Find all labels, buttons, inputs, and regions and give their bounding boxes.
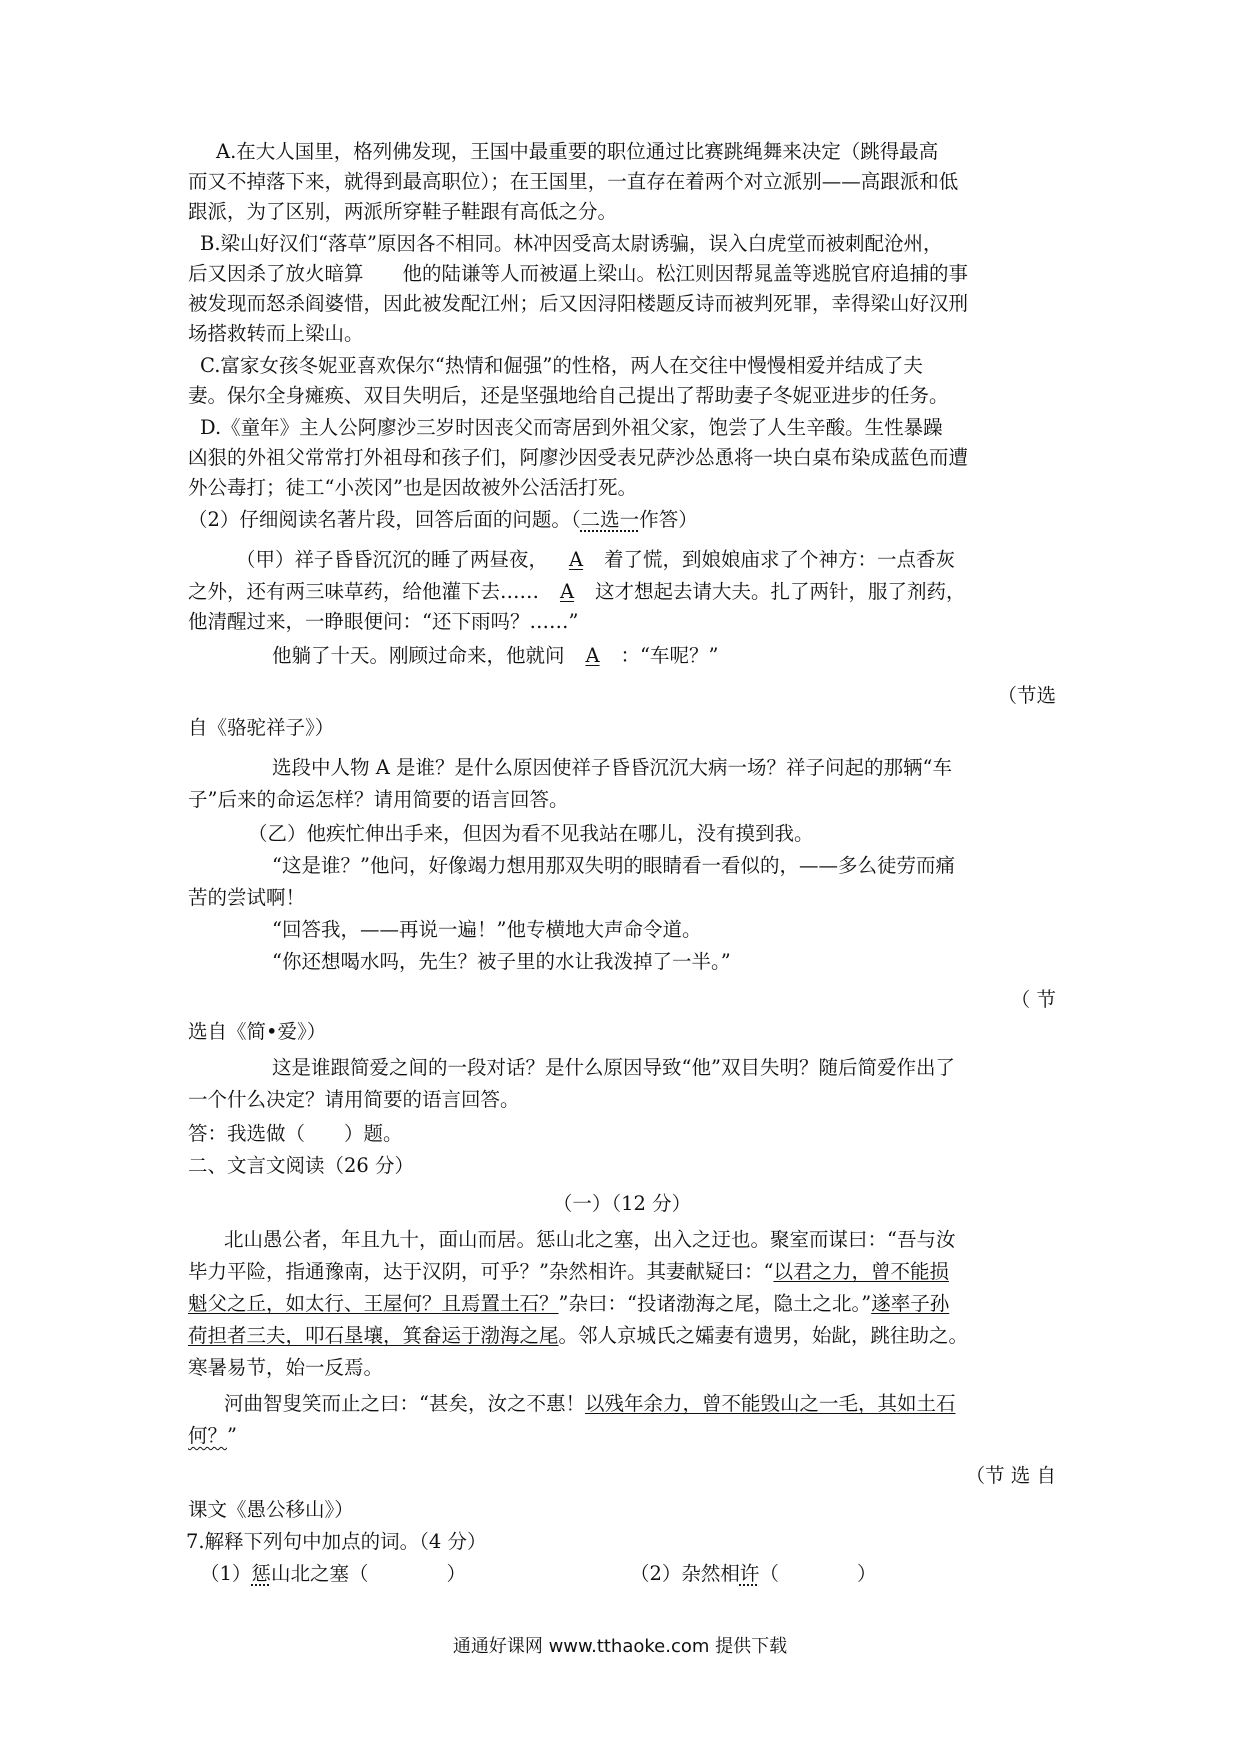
option-b-line-2: 后又因杀了放火暗算 他的陆谦等人而被逼上梁山。松江则因帮晁盖等逃脱官府追捕的事 bbox=[188, 262, 969, 285]
excerpt-yi-source-1: （ 节 bbox=[1010, 988, 1056, 1011]
excerpt-jia-source-1: （节选 bbox=[997, 684, 1056, 707]
classical-text-line-7: 何？” bbox=[188, 1424, 237, 1447]
question-yi-line-2: 一个什么决定？请用简要的语言回答。 bbox=[188, 1088, 520, 1111]
question-7-prompt: 7.解释下列句中加点的词。（4 分） bbox=[186, 1530, 487, 1553]
excerpt-jia-line-1: （甲）祥子昏昏沉沉的睡了两昼夜， A 着了慌，到娘娘庙求了个神方：一点香灰 bbox=[236, 548, 956, 571]
answer-line: 答：我选做（ ）题。 bbox=[188, 1122, 403, 1145]
classical-source-1: （节 选 自 bbox=[965, 1464, 1056, 1487]
option-a-line-2: 而又不掉落下来，就得到最高职位）；在王国里，一直存在着两个对立派别——高跟派和低 bbox=[188, 170, 959, 193]
question-yi-line-1: 这是谁跟简爱之间的一段对话？是什么原因导致“他”双目失明？随后简爱作出了 bbox=[272, 1056, 955, 1079]
excerpt-yi-line-2: “这是谁？”他问，好像竭力想用那双失明的眼睛看一看似的，——多么徒劳而痛 bbox=[272, 854, 955, 877]
excerpt-yi-line-3: 苦的尝试啊！ bbox=[188, 886, 306, 909]
classical-text-line-5: 寒暑易节，始一反焉。 bbox=[188, 1356, 384, 1379]
excerpt-jia-line-4: 他躺了十天。刚顾过命来，他就问 A ：“车呢？” bbox=[272, 644, 719, 667]
page-footer: 通通好课网 www.tthaoke.com 提供下载 bbox=[452, 1636, 788, 1657]
option-b-line-4: 场搭救转而上梁山。 bbox=[188, 322, 364, 345]
excerpt-jia-source-2: 自《骆驼祥子》） bbox=[188, 716, 335, 739]
classical-text-line-3: 魁父之丘，如太行、王屋何？且焉置土石？”杂曰：“投诸渤海之尾，隐土之北。”遂率子孙 bbox=[188, 1292, 950, 1315]
excerpt-yi-source-2: 选自《简•爱》） bbox=[188, 1020, 327, 1043]
option-b-line-1: B.梁山好汉们“落草”原因各不相同。林冲因受高太尉诱骗，误入白虎堂而被刺配沧州， bbox=[200, 232, 943, 255]
question-2-prompt: （2）仔细阅读名著片段，回答后面的问题。（二选一作答） bbox=[188, 508, 698, 531]
classical-text-line-2: 毕力平险，指通豫南，达于汉阴，可乎？”杂然相许。其妻献疑曰：“以君之力，曾不能损 bbox=[188, 1260, 949, 1283]
excerpt-jia-line-2: 之外，还有两三味草药，给他灌下去…… A 这才想起去请大夫。扎了两针，服了剂药， bbox=[188, 580, 966, 603]
option-c-line-2: 妻。保尔全身瘫痪、双目失明后，还是坚强地给自己提出了帮助妻子冬妮亚进步的任务。 bbox=[188, 384, 949, 407]
question-jia-line-1: 选段中人物 A 是谁？是什么原因使祥子昏昏沉沉大病一场？祥子问起的那辆“车 bbox=[272, 756, 952, 779]
option-b-line-3: 被发现而怒杀阎婆惜，因此被发配江州；后又因浔阳楼题反诗而被判死罪，幸得梁山好汉刑 bbox=[188, 292, 969, 315]
excerpt-yi-line-1: （乙）他疾忙伸出手来，但因为看不见我站在哪儿，没有摸到我。 bbox=[248, 822, 814, 845]
question-7-item-2: （2）杂然相许（ ） bbox=[630, 1562, 877, 1585]
option-d-line-2: 凶狠的外祖父常常打外祖母和孩子们，阿廖沙因受表兄萨沙怂恿将一块白桌布染成蓝色而遭 bbox=[188, 446, 969, 469]
excerpt-yi-line-5: “你还想喝水吗，先生？被子里的水让我泼掉了一半。” bbox=[272, 950, 731, 973]
question-jia-line-2: 子”后来的命运怎样？请用简要的语言回答。 bbox=[188, 788, 569, 811]
classical-text-line-4: 荷担者三夫，叩石垦壤，箕畚运于渤海之尾。邻人京城氏之孀妻有遗男，始龀，跳往助之。 bbox=[188, 1324, 969, 1347]
subsection-1-heading: （一）（12 分） bbox=[552, 1192, 692, 1215]
option-c-line-1: C.富家女孩冬妮亚喜欢保尔“热情和倔强”的性格，两人在交往中慢慢相爱并结成了夫 bbox=[200, 354, 923, 377]
excerpt-yi-line-4: “回答我，——再说一遍！”他专横地大声命令道。 bbox=[272, 918, 702, 941]
excerpt-jia-line-3: 他清醒过来，一睁眼便问：“还下雨吗？……” bbox=[188, 610, 579, 633]
option-a-line-3: 跟派，为了区别，两派所穿鞋子鞋跟有高低之分。 bbox=[188, 200, 618, 223]
section-2-heading: 二、文言文阅读（26 分） bbox=[188, 1154, 415, 1177]
question-7-item-1: （1）惩山北之塞（ ） bbox=[200, 1562, 466, 1585]
option-a-line-1: A.在大人国里，格列佛发现，王国中最重要的职位通过比赛跳绳舞来决定（跳得最高 bbox=[216, 140, 939, 163]
option-d-line-3: 外公毒打；徒工“小茨冈”也是因故被外公活活打死。 bbox=[188, 476, 637, 499]
classical-source-2: 课文《愚公移山》） bbox=[188, 1498, 354, 1521]
option-d-line-1: D.《童年》主人公阿廖沙三岁时因丧父而寄居到外祖父家，饱尝了人生辛酸。生性暴躁 bbox=[200, 416, 943, 439]
classical-text-line-1: 北山愚公者，年且九十，面山而居。惩山北之塞，出入之迂也。聚室而谋曰：“吾与汝 bbox=[224, 1228, 956, 1251]
classical-text-line-6: 河曲智叟笑而止之曰：“甚矣，汝之不惠！以残年余力，曾不能毁山之一毛，其如土石 bbox=[224, 1392, 956, 1415]
